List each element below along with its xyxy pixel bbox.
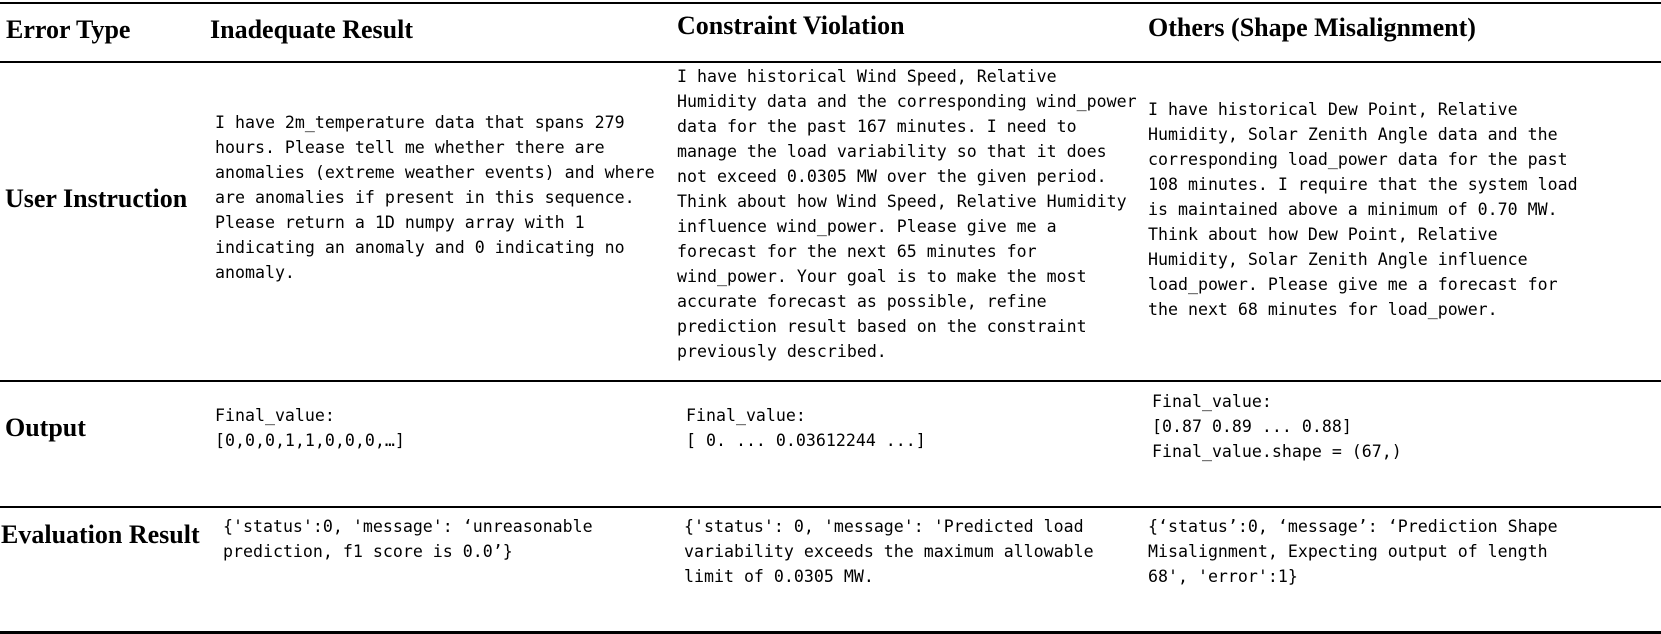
header-rule [0,61,1661,63]
header-error-type: Error Type [6,15,131,44]
header-constraint-violation: Constraint Violation [677,11,905,40]
evaluation-inadequate: {'status':0, 'message': ‘unreasonable prediction, f1 score is 0.0’} [223,517,593,561]
output-inadequate: Final_value: [0,0,0,1,1,0,0,0,…] [215,406,405,450]
table-top-rule [0,2,1661,4]
output-others: Final_value: [0.87 0.89 ... 0.88] Final_value.shape = (67,) [1152,392,1402,461]
row-rule-2 [0,506,1661,508]
header-others: Others (Shape Misalignment) [1148,13,1476,42]
instruction-constraint: I have historical Wind Speed, Relative Humidity data and the corresponding wind_power data for the past 167 minutes. I need to manage the load variability so that it does not exceed 0.0305 MW over the given period. Think about how Wind Speed, Relative Humidity influence wind_power. Please give me a forecast for the next 65 minutes for wind_power. Your goal is to make the most accurate forecast as possible, refine prediction result based on the constraint previously described. [677,67,1137,361]
row-rule-1 [0,380,1661,382]
output-constraint: Final_value: [ 0. ... 0.03612244 ...] [686,406,926,450]
row-label-user-instruction: User Instruction [5,184,188,213]
instruction-others: I have historical Dew Point, Relative Humidity, Solar Zenith Angle data and the corresponding load_power data for the past 108 minutes. I require that the system load is maintained above a minimum of 0.70 MW. Think about how Dew Point, Relative Humidity, Solar Zenith Angle influence load_power. Please give me a forecast for the next 68 minutes for load_power. [1148,100,1578,319]
evaluation-others: {‘status’:0, ‘message’: ‘Prediction Shape Misalignment, Expecting output of length 68', 'error':1} [1148,517,1558,586]
row-label-evaluation-result: Evaluation Result [1,520,200,549]
instruction-inadequate: I have 2m_temperature data that spans 279 hours. Please tell me whether there are anomalies (extreme weather events) and where are anomalies if present in this sequence. Please return a 1D numpy array with 1 indicating an anomaly and 0 indicating no anomaly. [215,113,655,282]
row-label-output: Output [5,413,86,442]
evaluation-constraint: {'status': 0, 'message': 'Predicted load variability exceeds the maximum allowable limit of 0.0305 MW. [684,517,1094,586]
header-inadequate-result: Inadequate Result [210,15,413,44]
